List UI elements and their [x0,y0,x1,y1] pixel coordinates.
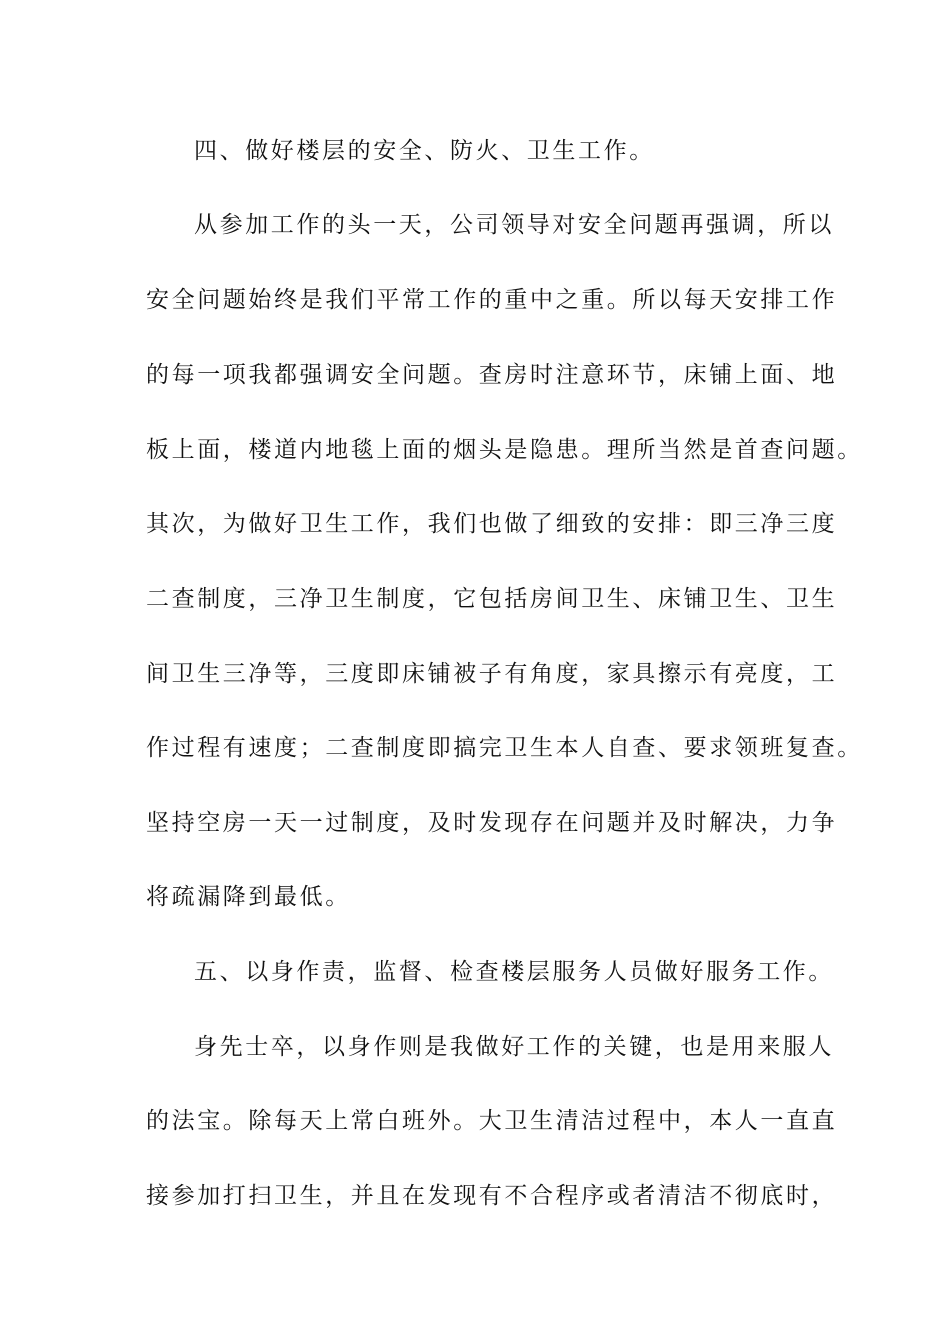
paragraph-line: 的法宝。除每天上常白班外。大卫生清洁过程中，本人一直直 [146,1108,838,1134]
paragraph-line: 身先士卒，以身作则是我做好工作的关键，也是用来服人 [194,1034,834,1060]
paragraph-line: 接参加打扫卫生，并且在发现有不合程序或者清洁不彻底时， [146,1183,838,1209]
paragraph-line: 将疏漏降到最低。 [146,884,351,910]
paragraph-line: 从参加工作的头一天，公司领导对安全问题再强调，所以 [194,212,834,238]
paragraph-line: 安全问题始终是我们平常工作的重中之重。所以每天安排工作 [146,287,838,313]
paragraph-line: 板上面，楼道内地毯上面的烟头是隐患。理所当然是首查问题。 [146,437,863,463]
paragraph-line: 其次，为做好卫生工作，我们也做了细致的安排：即三净三度 [146,511,838,537]
section-heading-4: 四、做好楼层的安全、防火、卫生工作。 [194,138,655,164]
paragraph-line: 作过程有速度；二查制度即搞完卫生本人自查、要求领班复查。 [146,735,863,761]
paragraph-line: 二查制度，三净卫生制度，它包括房间卫生、床铺卫生、卫生 [146,586,838,612]
section-heading-5: 五、以身作责，监督、检查楼层服务人员做好服务工作。 [194,959,834,985]
paragraph-line: 坚持空房一天一过制度，及时发现存在问题并及时解决，力争 [146,810,838,836]
paragraph-line: 的每一项我都强调安全问题。查房时注意环节，床铺上面、地 [146,362,838,388]
paragraph-line: 间卫生三净等，三度即床铺被子有角度，家具擦示有亮度，工 [146,661,838,687]
